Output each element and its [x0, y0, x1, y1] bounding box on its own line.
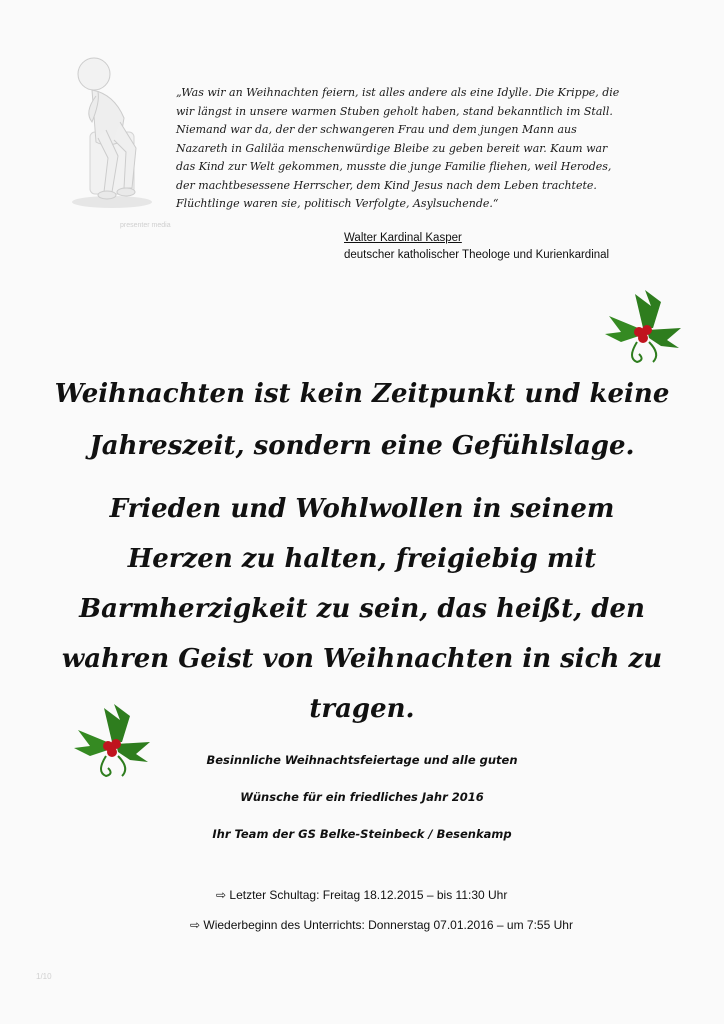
page-number: 1/10 [36, 972, 52, 981]
school-restart: ⇨ Wiederbeginn des Unterrichts: Donnerstag 07.01.2016 – um 7:55 Uhr [190, 918, 573, 932]
quote-text: „Was wir an Weihnachten feiern, ist alles andere als eine Idylle. Die Krippe, die wir längst in unsere warmen Stuben geholt haben, stand bekanntlich im Stall. Niemand war da, der der schwangeren Frau und dem jungen Mann aus Nazareth in Galiläa menschenwürdige Bleibe zu geben bereit war. Kaum war das Kind zur Welt gekommen, musste die junge Familie fliehen, weil Herodes, der machtbesessene Herrscher, dem Kind Jesus nach dem Leben trachtete. Flüchtlinge waren sie, politisch Verfolgte, Asylsuchende.“ [176, 86, 620, 210]
image-caption: presenter media [120, 222, 171, 229]
quote-author-block [344, 230, 609, 264]
thinking-person-icon [62, 52, 162, 212]
quote-author: Walter Kardinal Kasper [344, 232, 462, 244]
wishes-line: Wünsche für ein friedliches Jahr 2016 [240, 790, 484, 804]
headline-secondary: Frieden und Wohlwollen in seinem Herzen zu halten, freigiebig mit Barmherzigkeit zu sein, das heißt, den wahren Geist von Weihnachten in sich zu tragen. [61, 494, 663, 724]
team-signature: Ihr Team der GS Belke-Steinbeck / Besenkamp [212, 827, 512, 841]
wishes-line: Besinnliche Weihnachtsfeiertage und alle guten [206, 753, 518, 767]
last-school-day: ⇨ Letzter Schultag: Freitag 18.12.2015 – bis 11:30 Uhr [216, 888, 508, 902]
quote-author-title: deutscher katholischer Theologe und Kurienkardinal [344, 249, 610, 261]
holly-icon [603, 288, 683, 368]
headline-primary: Weihnachten ist kein Zeitpunkt und keine Jahreszeit, sondern eine Gefühlslage. [54, 379, 670, 461]
